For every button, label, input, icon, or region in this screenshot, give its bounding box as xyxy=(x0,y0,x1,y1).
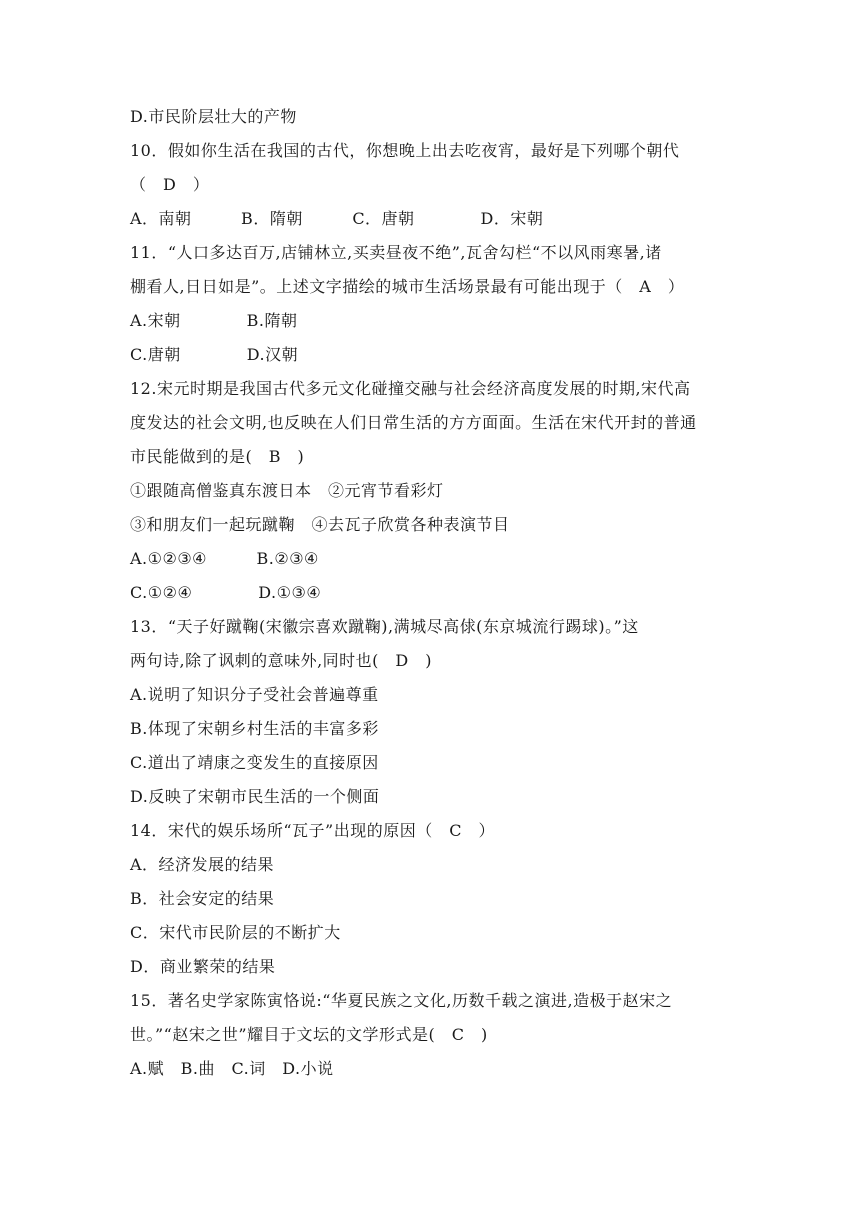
question-12-options-cd: C.①②④ D.①③④ xyxy=(130,583,322,602)
question-11-options-ab: A.宋朝 B.隋朝 xyxy=(130,311,298,330)
question-15-text: 15．著名史学家陈寅恪说:“华夏民族之文化,历数千载之演进,造极于赵宋之 xyxy=(130,991,673,1010)
question-14-option-c: C．宋代市民阶层的不断扩大 xyxy=(130,923,341,942)
option-line: D.市民阶层壮大的产物 xyxy=(130,107,297,126)
question-13-option-a: A.说明了知识分子受社会普遍尊重 xyxy=(130,685,379,704)
question-12-items-12: ①跟随高僧鉴真东渡日本 ②元宵节看彩灯 xyxy=(130,481,444,500)
question-14-option-a: A．经济发展的结果 xyxy=(130,855,275,874)
question-10-answer: （ D ） xyxy=(130,175,210,194)
question-11-options-cd: C.唐朝 D.汉朝 xyxy=(130,345,299,364)
question-10-text: 10．假如你生活在我国的古代，你想晚上出去吃夜宵，最好是下列哪个朝代 xyxy=(130,141,680,160)
question-13-option-b: B.体现了宋朝乡村生活的丰富多彩 xyxy=(130,719,379,738)
question-12-text-end: 市民能做到的是( B ) xyxy=(130,447,305,466)
question-11-text-cont: 棚看人,日日如是”。上述文字描绘的城市生活场景最有可能出现于（ A ） xyxy=(130,277,685,296)
question-15-text-cont: 世。”“赵宋之世”耀目于文坛的文学形式是( C ) xyxy=(130,1025,488,1044)
question-14-option-b: B．社会安定的结果 xyxy=(130,889,275,908)
question-11-text: 11．“人口多达百万,店铺林立,买卖昼夜不绝”,瓦舍勾栏“不以风雨寒暑,诸 xyxy=(130,243,662,262)
question-14-text: 14．宋代的娱乐场所“瓦子”出现的原因（ C ） xyxy=(130,821,495,840)
question-12-text: 12.宋元时期是我国古代多元文化碰撞交融与社会经济高度发展的时期,宋代高 xyxy=(130,379,691,398)
document-page xyxy=(130,100,750,1086)
question-12-options-ab: A.①②③④ B.②③④ xyxy=(130,549,319,568)
question-12-items-34: ③和朋友们一起玩蹴鞠 ④去瓦子欣赏各种表演节目 xyxy=(130,515,510,534)
question-15-options: A.赋 B.曲 C.词 D.小说 xyxy=(130,1059,334,1078)
question-14-option-d: D．商业繁荣的结果 xyxy=(130,957,276,976)
question-12-text-cont: 度发达的社会文明,也反映在人们日常生活的方方面面。生活在宋代开封的普通 xyxy=(130,413,697,432)
question-13-text: 13．“天子好蹴鞠(宋徽宗喜欢蹴鞠),满城尽高俅(东京城流行踢球)。”这 xyxy=(130,617,639,636)
question-13-option-c: C.道出了靖康之变发生的直接原因 xyxy=(130,753,379,772)
question-13-text-cont: 两句诗,除了讽刺的意味外,同时也( D ) xyxy=(130,651,432,670)
question-10-options: A．南朝 B．隋朝 C．唐朝 D．宋朝 xyxy=(130,209,544,228)
question-13-option-d: D.反映了宋朝市民生活的一个侧面 xyxy=(130,787,380,806)
